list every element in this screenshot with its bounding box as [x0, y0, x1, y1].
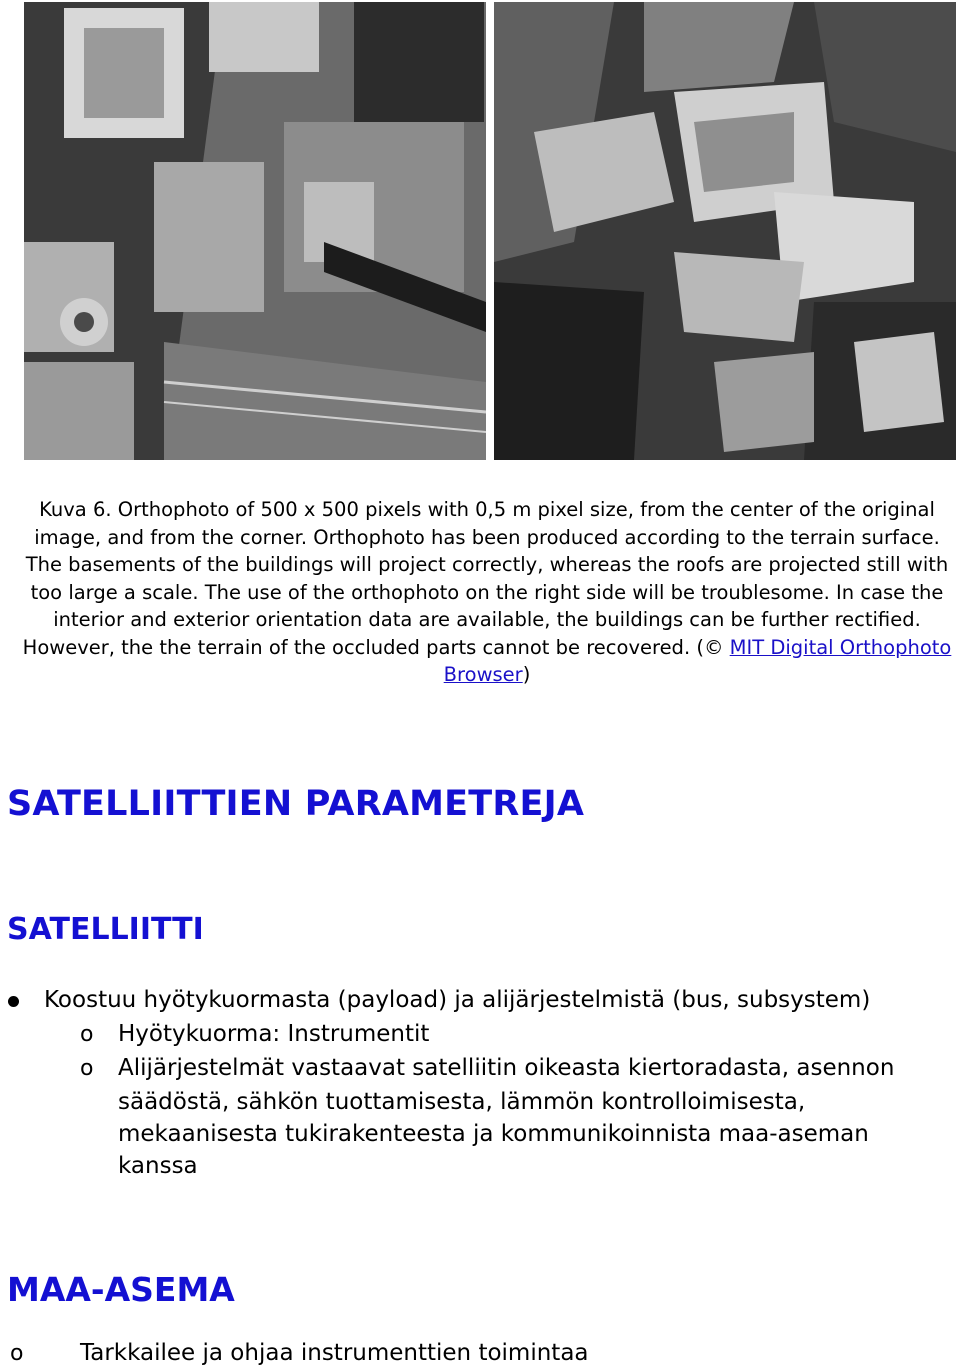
orthophoto-figure — [0, 0, 960, 462]
sub-list-item-line: mekaanisesta tukirakenteesta ja kommunikoinnista maa-aseman — [118, 1121, 869, 1147]
bullet-icon — [8, 996, 19, 1007]
figure-caption — [14, 496, 960, 689]
sub-list-item-text: Tarkkailee ja ohjaa instrumenttien toimintaa — [80, 1340, 589, 1366]
sub-list-item-line: säädöstä, sähkön tuottamisesta, lämmön kontrolloimisesta, — [118, 1089, 806, 1115]
sub-list-item-line: Alijärjestelmät vastaavat satelliitin oikeasta kiertoradasta, asennon — [118, 1055, 895, 1081]
heading-maa-asema: MAA-ASEMA — [7, 1270, 235, 1309]
sub-list-item-line: kanssa — [118, 1153, 198, 1179]
sub-bullet-marker: o — [10, 1341, 24, 1366]
sub-list-item — [0, 1018, 960, 1051]
mit-orthophoto-browser-link[interactable]: MIT Digital Orthophoto Browser — [443, 635, 952, 686]
orthophoto-corner-image — [494, 2, 956, 460]
sub-bullet-marker: o — [80, 1022, 94, 1047]
caption-text: Kuva 6. Orthophoto of 500 x 500 pixels with 0,5 m pixel size, from the center of the original image, and from the corner. Orthophoto has been produced according to the terrain surface. The basements of the buildings will project correctly, whereas the roofs are projected still with too large a scale. The use of the orthophoto on the right side will be troublesome. In case the interior and exterior orientation data are available, the buildings can be further rectified. However, the the terrain of the occluded parts cannot be recovered. (© — [22, 498, 949, 659]
list-item — [0, 984, 960, 1017]
heading-satelliitti: SATELLIITTI — [7, 912, 204, 947]
list-item-text: Koostuu hyötykuormasta (payload) ja alijärjestelmistä (bus, subsystem) — [44, 987, 871, 1013]
sub-bullet-marker: o — [80, 1056, 94, 1081]
sub-list-item — [0, 1052, 960, 1184]
sub-list-item — [0, 1337, 960, 1370]
heading-satelliittien-parametreja: SATELLIITTIEN PARAMETREJA — [7, 784, 585, 824]
sub-list-item-text: Hyötykuorma: Instrumentit — [118, 1021, 430, 1047]
orthophoto-center-image — [24, 2, 486, 460]
caption-tail: ) — [522, 663, 531, 686]
